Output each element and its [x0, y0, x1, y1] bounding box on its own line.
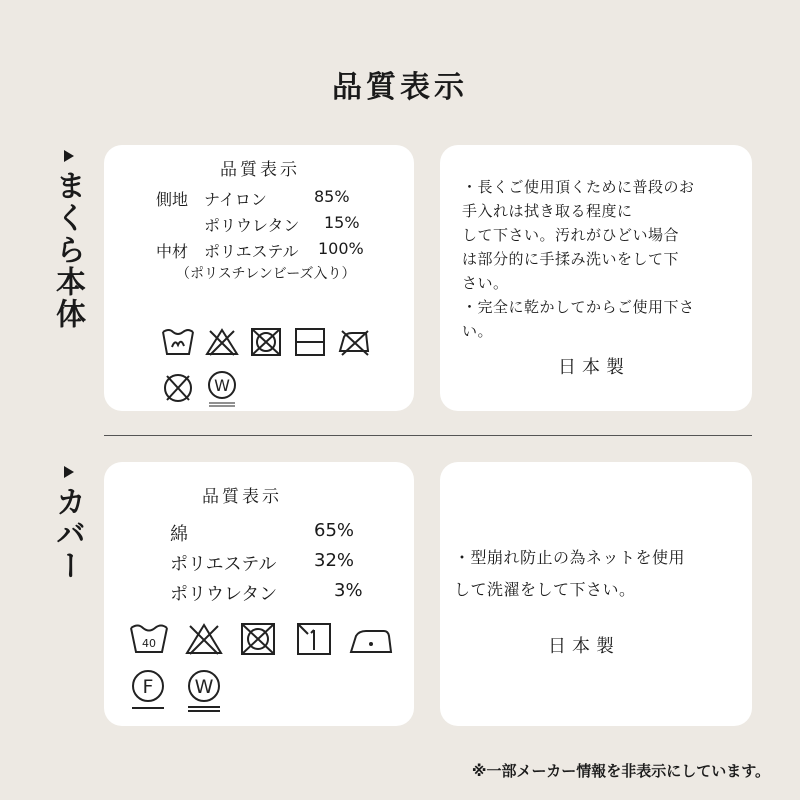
wash-40-icon — [128, 622, 170, 656]
tag-material: ポリウレタン — [170, 584, 278, 605]
tag-percent: 15% — [324, 213, 360, 232]
instruction-line: ・型崩れ防止の為ネットを使用 — [454, 548, 686, 567]
page-title: 品質表示 — [332, 70, 468, 105]
cover-care-instructions-card — [440, 462, 752, 726]
section-divider — [104, 435, 752, 436]
tag-material: ポリエステル — [204, 242, 299, 261]
no-bleach-icon — [204, 327, 240, 357]
section-label-text: まくら本体 — [50, 170, 85, 330]
tag-header: 品質表示 — [220, 160, 300, 180]
no-bleach-icon — [184, 622, 224, 656]
triangle-marker-icon — [64, 150, 74, 162]
made-in-label: 日本製 — [558, 357, 630, 378]
instruction-line: ・長くご使用頂くために普段のお — [462, 178, 695, 196]
wet-clean-letter: W — [194, 676, 214, 698]
instruction-line: 手入れは拭き取る程度に — [462, 202, 633, 220]
tag-group-label: 側地 — [156, 190, 189, 209]
made-in-label: 日本製 — [548, 636, 620, 657]
dry-clean-letter: F — [142, 676, 154, 698]
tag-percent: 32% — [314, 550, 355, 571]
wet-clean-letter: W — [214, 376, 230, 395]
tag-subnote: （ポリスチレンビーズ入り） — [176, 266, 356, 282]
iron-low-icon — [348, 624, 394, 656]
tag-material: ポリエステル — [170, 554, 277, 575]
no-tumble-dry-icon — [238, 622, 278, 656]
no-iron-icon — [336, 327, 372, 357]
section-label-cover — [50, 466, 84, 582]
instruction-text — [454, 542, 685, 606]
section-label-text: カバー — [50, 486, 85, 582]
instruction-line: ・完全に乾かしてからご使用下さ — [462, 298, 695, 316]
triangle-marker-icon — [64, 466, 74, 478]
line-dry-icon — [292, 327, 328, 357]
wash-temperature: 40 — [142, 637, 156, 650]
instruction-line: い。 — [462, 322, 494, 340]
pillow-quality-tag-card — [104, 145, 414, 411]
tag-header: 品質表示 — [202, 487, 282, 507]
no-dry-clean-icon — [160, 371, 196, 405]
tag-percent: 3% — [334, 580, 363, 601]
tag-percent: 65% — [314, 520, 355, 541]
instruction-line: して下さい。汚れがひどい場合 — [462, 226, 680, 244]
tag-material: ポリウレタン — [204, 216, 300, 235]
instruction-line: して洗濯をして下さい。 — [454, 580, 636, 599]
tag-percent: 85% — [314, 187, 350, 206]
hand-wash-icon — [160, 327, 196, 357]
instruction-line: さい。 — [462, 274, 509, 292]
tag-material: ナイロン — [204, 190, 267, 209]
shade-dry-icon — [294, 622, 334, 656]
instruction-line: は部分的に手揉み洗いをして下 — [462, 250, 680, 268]
tag-material: 綿 — [170, 524, 188, 545]
footnote: ※一部メーカー情報を非表示にしています。 — [471, 762, 770, 780]
cover-quality-tag-card — [104, 462, 414, 726]
tag-percent: 100% — [318, 239, 364, 258]
wet-clean-icon — [204, 369, 240, 409]
instruction-text — [462, 175, 695, 343]
dry-clean-f-icon — [128, 668, 168, 714]
no-tumble-dry-icon — [248, 327, 284, 357]
wet-clean-icon — [184, 668, 224, 714]
tag-group-label: 中材 — [156, 242, 189, 261]
section-label-pillow — [50, 150, 84, 330]
pillow-care-instructions-card — [440, 145, 752, 411]
